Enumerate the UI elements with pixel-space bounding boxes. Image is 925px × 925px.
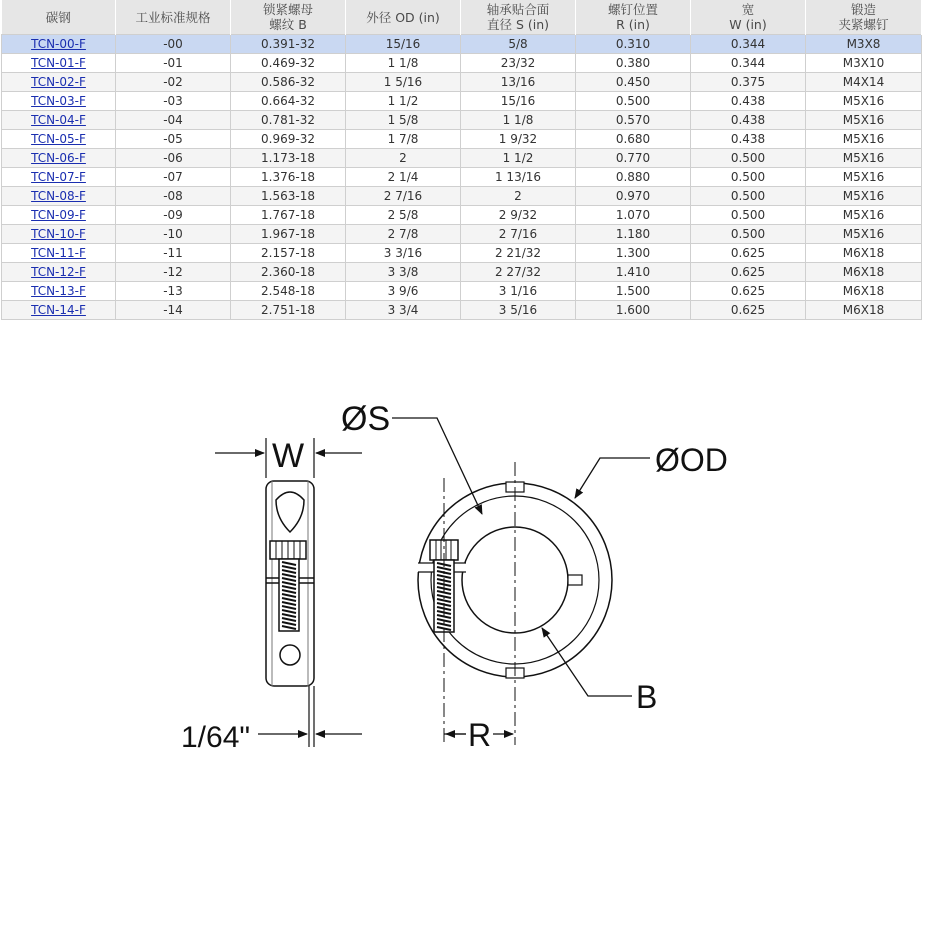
cell-bearing-dia-s: 2 7/16 (461, 225, 576, 244)
cell-width-w: 0.344 (691, 54, 806, 73)
table-row[interactable] (2, 225, 922, 244)
cell-thread-b: 2.157-18 (231, 244, 346, 263)
cell-od: 2 7/16 (346, 187, 461, 206)
cell-clamp-screw: M5X16 (806, 92, 922, 111)
cell-industry-std: -03 (116, 92, 231, 111)
cell-clamp-screw: M6X18 (806, 282, 922, 301)
cell-thread-b: 0.781-32 (231, 111, 346, 130)
cell-width-w: 0.500 (691, 187, 806, 206)
cell-industry-std: -02 (116, 73, 231, 92)
cell-width-w: 0.500 (691, 225, 806, 244)
cell-bearing-dia-s: 1 1/2 (461, 149, 576, 168)
cell-width-w: 0.500 (691, 149, 806, 168)
cell-bearing-dia-s: 2 21/32 (461, 244, 576, 263)
column-header-line: 宽 (741, 2, 755, 17)
cell-screw-pos-r: 0.450 (576, 73, 691, 92)
column-header-line: 螺纹 B (269, 17, 307, 32)
table-row[interactable] (2, 263, 922, 282)
cell-industry-std: -13 (116, 282, 231, 301)
part-number-link[interactable]: TCN-02-F (31, 74, 86, 89)
cell-clamp-screw: M6X18 (806, 263, 922, 282)
cell-od: 1 7/8 (346, 130, 461, 149)
cell-bearing-dia-s: 1 1/8 (461, 111, 576, 130)
column-header-thread-b (231, 0, 346, 35)
cell-clamp-screw: M5X16 (806, 130, 922, 149)
cell-screw-pos-r: 1.410 (576, 263, 691, 282)
cell-carbon-steel (2, 92, 116, 111)
cell-bearing-dia-s: 15/16 (461, 92, 576, 111)
table-row[interactable] (2, 206, 922, 225)
cell-carbon-steel (2, 244, 116, 263)
cell-od: 2 7/8 (346, 225, 461, 244)
cell-screw-pos-r: 1.300 (576, 244, 691, 263)
cell-industry-std: -05 (116, 130, 231, 149)
cell-carbon-steel (2, 282, 116, 301)
cell-width-w: 0.344 (691, 35, 806, 54)
column-header-screw-pos-r (576, 0, 691, 35)
column-header-industry-std (116, 0, 231, 35)
cell-thread-b: 0.391-32 (231, 35, 346, 54)
cell-industry-std: -11 (116, 244, 231, 263)
cell-clamp-screw: M5X16 (806, 149, 922, 168)
column-header-line: 外径 OD (in) (366, 9, 440, 25)
table-row[interactable] (2, 244, 922, 263)
cell-clamp-screw: M5X16 (806, 225, 922, 244)
cell-clamp-screw: M6X18 (806, 244, 922, 263)
label-r: R (468, 717, 492, 753)
cell-width-w: 0.625 (691, 244, 806, 263)
cell-industry-std: -01 (116, 54, 231, 73)
part-number-link[interactable]: TCN-06-F (31, 150, 86, 165)
cell-width-w: 0.438 (691, 130, 806, 149)
cell-clamp-screw: M4X14 (806, 73, 922, 92)
label-w: W (272, 437, 305, 475)
cell-od: 2 (346, 149, 461, 168)
table-row[interactable] (2, 168, 922, 187)
cell-industry-std: -09 (116, 206, 231, 225)
part-number-link[interactable]: TCN-07-F (31, 169, 86, 184)
cell-thread-b: 2.360-18 (231, 263, 346, 282)
cell-screw-pos-r: 0.880 (576, 168, 691, 187)
part-number-link[interactable]: TCN-14-F (31, 302, 86, 317)
cell-od: 2 5/8 (346, 206, 461, 225)
cell-bearing-dia-s: 2 (461, 187, 576, 206)
cell-clamp-screw: M6X18 (806, 301, 922, 320)
column-header-line: 直径 S (in) (486, 17, 550, 32)
front-view (412, 462, 612, 745)
cell-thread-b: 0.969-32 (231, 130, 346, 149)
cell-bearing-dia-s: 3 1/16 (461, 282, 576, 301)
cell-width-w: 0.625 (691, 263, 806, 282)
column-header-clamp-screw (806, 0, 922, 35)
cell-clamp-screw: M5X16 (806, 187, 922, 206)
spec-table (1, 0, 922, 320)
table-row[interactable] (2, 73, 922, 92)
cell-width-w: 0.438 (691, 92, 806, 111)
table-row[interactable] (2, 301, 922, 320)
part-number-link[interactable]: TCN-08-F (31, 188, 86, 203)
cell-width-w: 0.438 (691, 111, 806, 130)
cell-carbon-steel (2, 73, 116, 92)
table-row[interactable] (2, 282, 922, 301)
column-header-line: 碳钢 (45, 9, 71, 25)
column-header-line: 夹紧螺钉 (838, 17, 889, 32)
cell-industry-std: -04 (116, 111, 231, 130)
table-row[interactable] (2, 92, 922, 111)
cell-width-w: 0.625 (691, 301, 806, 320)
cell-od: 15/16 (346, 35, 461, 54)
cell-screw-pos-r: 0.770 (576, 149, 691, 168)
cell-thread-b: 2.751-18 (231, 301, 346, 320)
column-header-line: 锻造 (850, 2, 876, 17)
label-s: ØS (341, 400, 391, 438)
cell-industry-std: -00 (116, 35, 231, 54)
cell-od: 1 1/2 (346, 92, 461, 111)
label-od: ØOD (655, 442, 728, 478)
column-header-bearing-dia-s (461, 0, 576, 35)
label-gap: 1/64" (181, 721, 251, 754)
cell-carbon-steel (2, 54, 116, 73)
table-header-row (2, 0, 922, 35)
column-header-line: 工业标准规格 (135, 9, 211, 25)
cell-screw-pos-r: 0.380 (576, 54, 691, 73)
cell-screw-pos-r: 0.970 (576, 187, 691, 206)
cell-clamp-screw: M5X16 (806, 168, 922, 187)
cell-bearing-dia-s: 23/32 (461, 54, 576, 73)
cell-thread-b: 1.967-18 (231, 225, 346, 244)
table-body (2, 35, 922, 320)
cell-bearing-dia-s: 13/16 (461, 73, 576, 92)
part-number-link[interactable]: TCN-13-F (31, 283, 86, 298)
cell-bearing-dia-s: 3 5/16 (461, 301, 576, 320)
cell-screw-pos-r: 1.600 (576, 301, 691, 320)
cell-clamp-screw: M5X16 (806, 111, 922, 130)
cell-clamp-screw: M3X8 (806, 35, 922, 54)
cell-thread-b: 1.563-18 (231, 187, 346, 206)
label-b: B (636, 679, 658, 715)
cell-bearing-dia-s: 1 13/16 (461, 168, 576, 187)
cell-thread-b: 1.767-18 (231, 206, 346, 225)
cell-clamp-screw: M3X10 (806, 54, 922, 73)
cell-industry-std: -06 (116, 149, 231, 168)
cell-od: 1 1/8 (346, 54, 461, 73)
cell-screw-pos-r: 0.500 (576, 92, 691, 111)
cell-bearing-dia-s: 2 9/32 (461, 206, 576, 225)
part-number-link[interactable]: TCN-00-F (31, 36, 86, 51)
column-header-width-w (691, 0, 806, 35)
cell-industry-std: -07 (116, 168, 231, 187)
cell-width-w: 0.500 (691, 206, 806, 225)
column-header-line: 锁紧螺母 (262, 2, 313, 17)
column-header-line: R (in) (616, 17, 650, 32)
cell-carbon-steel (2, 206, 116, 225)
lock-nut-diagram (0, 330, 925, 770)
part-number-link[interactable]: TCN-03-F (31, 93, 86, 108)
part-number-link[interactable]: TCN-10-F (31, 226, 86, 241)
cell-carbon-steel (2, 130, 116, 149)
table-row[interactable] (2, 149, 922, 168)
cell-bearing-dia-s: 2 27/32 (461, 263, 576, 282)
cell-od: 1 5/16 (346, 73, 461, 92)
cell-carbon-steel (2, 187, 116, 206)
cell-screw-pos-r: 1.070 (576, 206, 691, 225)
cell-od: 3 9/6 (346, 282, 461, 301)
part-number-link[interactable]: TCN-11-F (31, 245, 86, 260)
cell-industry-std: -12 (116, 263, 231, 282)
table-row[interactable] (2, 35, 922, 54)
column-header-carbon-steel (2, 0, 116, 35)
cell-od: 2 1/4 (346, 168, 461, 187)
cell-od: 3 3/16 (346, 244, 461, 263)
cell-width-w: 0.375 (691, 73, 806, 92)
cell-thread-b: 2.548-18 (231, 282, 346, 301)
part-number-link[interactable]: TCN-09-F (31, 207, 86, 222)
cell-industry-std: -10 (116, 225, 231, 244)
cell-thread-b: 0.469-32 (231, 54, 346, 73)
part-number-link[interactable]: TCN-01-F (31, 55, 86, 70)
table-row[interactable] (2, 187, 922, 206)
cell-clamp-screw: M5X16 (806, 206, 922, 225)
cell-carbon-steel (2, 111, 116, 130)
cell-thread-b: 0.586-32 (231, 73, 346, 92)
cell-carbon-steel (2, 263, 116, 282)
column-header-line: 螺钉位置 (607, 2, 658, 17)
column-header-line: W (in) (729, 17, 767, 32)
cell-od: 3 3/4 (346, 301, 461, 320)
table-row[interactable] (2, 130, 922, 149)
cell-industry-std: -14 (116, 301, 231, 320)
cell-width-w: 0.625 (691, 282, 806, 301)
cell-screw-pos-r: 0.310 (576, 35, 691, 54)
cell-bearing-dia-s: 1 9/32 (461, 130, 576, 149)
cell-screw-pos-r: 1.500 (576, 282, 691, 301)
column-header-od (346, 0, 461, 35)
cell-carbon-steel (2, 149, 116, 168)
part-number-link[interactable]: TCN-05-F (31, 131, 86, 146)
cell-screw-pos-r: 0.680 (576, 130, 691, 149)
cell-od: 1 5/8 (346, 111, 461, 130)
part-number-link[interactable]: TCN-12-F (31, 264, 86, 279)
cell-thread-b: 0.664-32 (231, 92, 346, 111)
cell-screw-pos-r: 0.570 (576, 111, 691, 130)
table-row[interactable] (2, 54, 922, 73)
column-header-line: 轴承贴合面 (486, 2, 550, 17)
cell-thread-b: 1.173-18 (231, 149, 346, 168)
cell-carbon-steel (2, 35, 116, 54)
cell-thread-b: 1.376-18 (231, 168, 346, 187)
cell-od: 3 3/8 (346, 263, 461, 282)
cell-carbon-steel (2, 168, 116, 187)
cell-bearing-dia-s: 5/8 (461, 35, 576, 54)
cell-industry-std: -08 (116, 187, 231, 206)
cell-carbon-steel (2, 301, 116, 320)
side-view (266, 481, 314, 686)
cell-width-w: 0.500 (691, 168, 806, 187)
part-number-link[interactable]: TCN-04-F (31, 112, 86, 127)
cell-screw-pos-r: 1.180 (576, 225, 691, 244)
cell-carbon-steel (2, 225, 116, 244)
table-row[interactable] (2, 111, 922, 130)
